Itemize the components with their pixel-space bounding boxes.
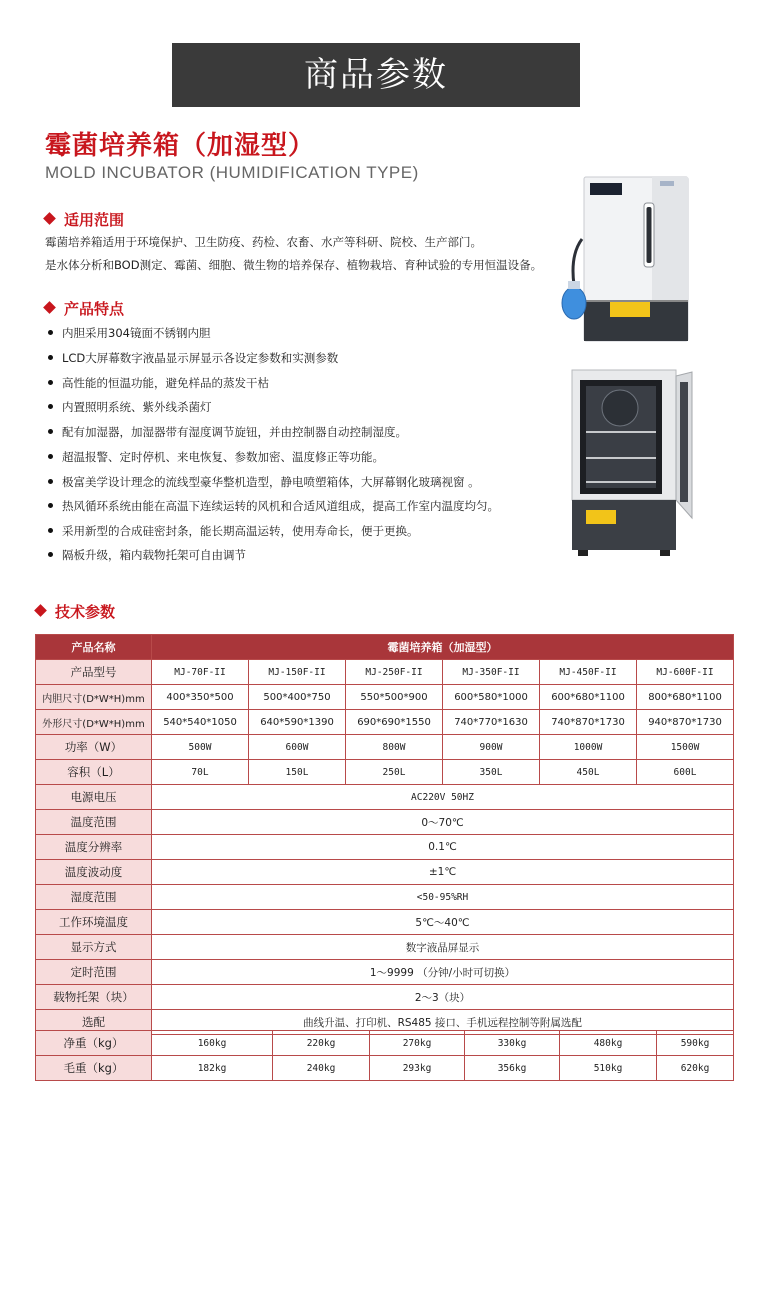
spec-value: 620kg xyxy=(657,1056,734,1081)
spec-value: 240kg xyxy=(273,1056,370,1081)
spec-value: 曲线升温、打印机、RS485 接口、手机远程控制等附属选配 xyxy=(152,1010,734,1035)
bullet-icon xyxy=(48,503,53,508)
bullet-icon xyxy=(48,552,53,557)
spec-row-temp-resolution xyxy=(36,835,734,860)
spec-label: 温度分辨率 xyxy=(36,835,152,860)
spec-value: 1000W xyxy=(540,735,637,760)
spec-label: 容积（L） xyxy=(36,760,152,785)
spec-value: 500W xyxy=(152,735,249,760)
spec-row-net-weight xyxy=(36,1031,734,1056)
spec-label: 载物托架（块） xyxy=(36,985,152,1010)
spec-label: 湿度范围 xyxy=(36,885,152,910)
spec-value: 150L xyxy=(249,760,346,785)
spec-label: 选配 xyxy=(36,1010,152,1035)
spec-value: 600*680*1100 xyxy=(540,685,637,710)
spec-value: 690*690*1550 xyxy=(346,710,443,735)
spec-value: 400*350*500 xyxy=(152,685,249,710)
feature-text: 内置照明系统、紫外线杀菌灯 xyxy=(62,400,212,414)
spec-label: 产品名称 xyxy=(36,635,152,660)
spec-value: 600L xyxy=(637,760,734,785)
bullet-icon xyxy=(48,528,53,533)
spec-value: MJ-350F-II xyxy=(443,660,540,685)
spec-row-inner xyxy=(36,685,734,710)
bullet-icon xyxy=(48,454,53,459)
spec-value: MJ-250F-II xyxy=(346,660,443,685)
page-banner: 商品参数 xyxy=(172,43,580,107)
features-heading-text: 产品特点 xyxy=(64,300,125,318)
feature-text: 超温报警、定时停机、来电恢复、参数加密、温度修正等功能。 xyxy=(62,450,384,464)
spec-value: ±1℃ xyxy=(152,860,734,885)
spec-value: 640*590*1390 xyxy=(249,710,346,735)
spec-label: 温度波动度 xyxy=(36,860,152,885)
bullet-icon xyxy=(48,404,53,409)
scope-heading-text: 适用范围 xyxy=(64,211,125,229)
spec-row-voltage xyxy=(36,785,734,810)
feature-text: LCD大屏幕数字液晶显示屏显示各设定参数和实测参数 xyxy=(62,351,339,365)
incubator-open-image xyxy=(560,368,730,563)
spec-value: 250L xyxy=(346,760,443,785)
spec-value: 740*870*1730 xyxy=(540,710,637,735)
spec-value: 160kg xyxy=(152,1031,273,1056)
scope-heading xyxy=(45,209,124,230)
spec-row-model xyxy=(36,660,734,685)
diamond-icon xyxy=(34,604,47,617)
features-heading xyxy=(45,298,124,319)
spec-value: 0～70℃ xyxy=(152,810,734,835)
spec-value: 数字液晶屏显示 xyxy=(152,935,734,960)
spec-value: 900W xyxy=(443,735,540,760)
spec-row-volume xyxy=(36,760,734,785)
spec-row-display xyxy=(36,935,734,960)
spec-value: 350L xyxy=(443,760,540,785)
spec-label: 内胆尺寸(D*W*H)mm xyxy=(36,685,152,710)
feature-text: 采用新型的合成硅密封条，能长期高温运转，使用寿命长，便于更换。 xyxy=(62,524,419,538)
spec-value: 1～9999 （分钟/小时可切换） xyxy=(152,960,734,985)
spec-label: 净重（kg） xyxy=(36,1031,152,1056)
spec-value: 500*400*750 xyxy=(249,685,346,710)
spec-value: 182kg xyxy=(152,1056,273,1081)
spec-value: 5℃～40℃ xyxy=(152,910,734,935)
spec-row-shelves xyxy=(36,985,734,1010)
feature-item xyxy=(48,375,269,391)
feature-item xyxy=(48,399,212,415)
spec-value: 2～3（块） xyxy=(152,985,734,1010)
spec-value: 450L xyxy=(540,760,637,785)
spec-label: 电源电压 xyxy=(36,785,152,810)
spec-weight-table xyxy=(35,1030,734,1081)
specs-heading-text: 技术参数 xyxy=(55,603,116,621)
spec-value: MJ-70F-II xyxy=(152,660,249,685)
spec-row-ambient xyxy=(36,910,734,935)
spec-label: 外形尺寸(D*W*H)mm xyxy=(36,710,152,735)
spec-row-outer xyxy=(36,710,734,735)
spec-header-row xyxy=(36,635,734,660)
feature-item xyxy=(48,325,210,341)
spec-value: 540*540*1050 xyxy=(152,710,249,735)
specs-heading xyxy=(36,601,115,622)
spec-value: 70L xyxy=(152,760,249,785)
spec-label: 定时范围 xyxy=(36,960,152,985)
spec-value: 356kg xyxy=(465,1056,560,1081)
feature-text: 内胆采用304镜面不锈钢内胆 xyxy=(62,326,211,340)
spec-value: AC220V 50HZ xyxy=(152,785,734,810)
feature-item xyxy=(48,424,407,440)
spec-label: 温度范围 xyxy=(36,810,152,835)
spec-table xyxy=(35,634,734,1035)
feature-text: 配有加湿器，加湿器带有湿度调节旋钮，并由控制器自动控制湿度。 xyxy=(62,425,407,439)
spec-value: 293kg xyxy=(370,1056,465,1081)
spec-value: 800W xyxy=(346,735,443,760)
feature-item xyxy=(48,523,419,539)
spec-label: 显示方式 xyxy=(36,935,152,960)
incubator-closed-image xyxy=(560,175,730,355)
feature-text: 隔板升级，箱内载物托架可自由调节 xyxy=(62,548,246,562)
spec-label: 功率（W） xyxy=(36,735,152,760)
spec-value: 740*770*1630 xyxy=(443,710,540,735)
feature-item xyxy=(48,474,480,490)
spec-value: 600W xyxy=(249,735,346,760)
feature-text: 热风循环系统由能在高温下连续运转的风机和合适风道组成，提高工作室内温度均匀。 xyxy=(62,499,499,513)
spec-value: MJ-600F-II xyxy=(637,660,734,685)
spec-value: MJ-150F-II xyxy=(249,660,346,685)
spec-value: 霉菌培养箱（加湿型） xyxy=(152,635,734,660)
spec-value: 800*680*1100 xyxy=(637,685,734,710)
scope-line: 是水体分析和BOD测定、霉菌、细胞、微生物的培养保存、植物栽培、育种试验的专用恒温设备。 xyxy=(45,258,543,272)
spec-row-timer xyxy=(36,960,734,985)
bullet-icon xyxy=(48,355,53,360)
spec-row-temp-fluctuation xyxy=(36,860,734,885)
spec-value: 330kg xyxy=(465,1031,560,1056)
spec-value: 0.1℃ xyxy=(152,835,734,860)
spec-value: 940*870*1730 xyxy=(637,710,734,735)
spec-value: <50-95%RH xyxy=(152,885,734,910)
bullet-icon xyxy=(48,429,53,434)
spec-row-power xyxy=(36,735,734,760)
product-subtitle: MOLD INCUBATOR (HUMIDIFICATION TYPE) xyxy=(45,163,419,182)
spec-value: 1500W xyxy=(637,735,734,760)
feature-item xyxy=(48,449,384,465)
spec-value: MJ-450F-II xyxy=(540,660,637,685)
diamond-icon xyxy=(43,212,56,225)
spec-value: 590kg xyxy=(657,1031,734,1056)
spec-row-temp-range xyxy=(36,810,734,835)
spec-value: 480kg xyxy=(560,1031,657,1056)
spec-value: 550*500*900 xyxy=(346,685,443,710)
feature-item xyxy=(48,547,246,563)
feature-item xyxy=(48,498,499,514)
bullet-icon xyxy=(48,330,53,335)
spec-value: 220kg xyxy=(273,1031,370,1056)
spec-label: 毛重（kg） xyxy=(36,1056,152,1081)
diamond-icon xyxy=(43,301,56,314)
spec-row-gross-weight xyxy=(36,1056,734,1081)
spec-value: 600*580*1000 xyxy=(443,685,540,710)
feature-text: 极富美学设计理念的流线型豪华整机造型，静电喷塑箱体，大屏幕钢化玻璃视窗 。 xyxy=(62,475,480,489)
spec-row-humidity xyxy=(36,885,734,910)
spec-value: 270kg xyxy=(370,1031,465,1056)
bullet-icon xyxy=(48,479,53,484)
spec-label: 产品型号 xyxy=(36,660,152,685)
product-title: 霉菌培养箱（加湿型） xyxy=(45,131,316,161)
bullet-icon xyxy=(48,380,53,385)
scope-line: 霉菌培养箱适用于环境保护、卫生防疫、药检、农畜、水产等科研、院校、生产部门。 xyxy=(45,235,482,249)
spec-value: 510kg xyxy=(560,1056,657,1081)
feature-text: 高性能的恒温功能，避免样品的蒸发干枯 xyxy=(62,376,269,390)
spec-label: 工作环境温度 xyxy=(36,910,152,935)
feature-item xyxy=(48,350,338,366)
